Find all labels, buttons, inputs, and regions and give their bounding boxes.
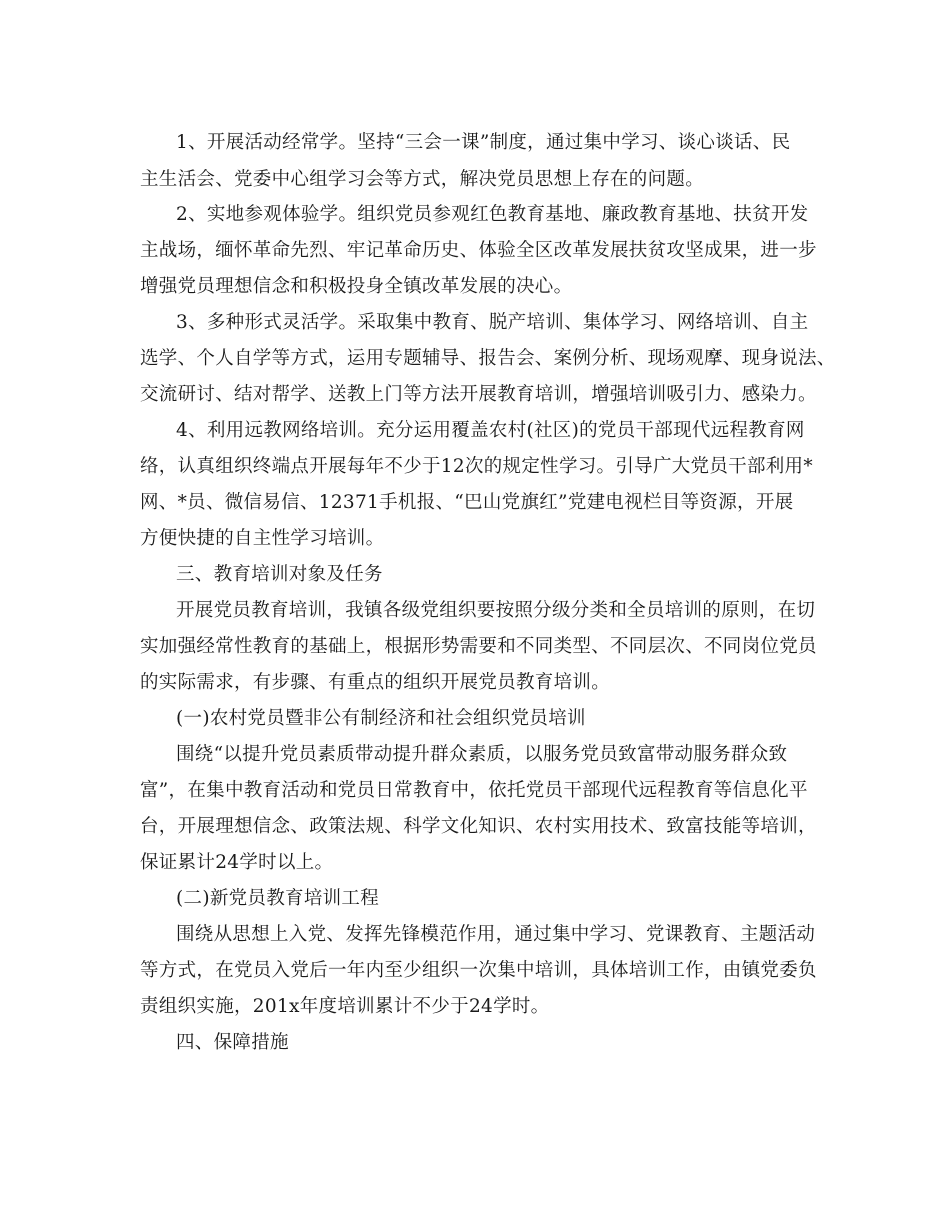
paragraph-line: 台，开展理想信念、政策法规、科学文化知识、农村实用技术、致富技能等培训， xyxy=(140,816,817,837)
paragraph-line: 络，认真组织终端点开展每年不少于12次的规定性学习。引导广大党员干部利用* xyxy=(140,456,813,477)
paragraph-line: 围绕从思想上入党、发挥先锋模范作用，通过集中学习、党课教育、主题活动 xyxy=(176,924,816,945)
paragraph-line: 责组织实施，201x年度培训累计不少于24学时。 xyxy=(140,996,550,1017)
paragraph-line: 1、开展活动经常学。坚持“三会一课”制度，通过集中学习、谈心谈话、民 xyxy=(176,132,791,153)
paragraph-line: 围绕“以提升党员素质带动提升群众素质，以服务党员致富带动服务群众致 xyxy=(176,744,788,765)
paragraph-line: 增强党员理想信念和积极投身全镇改革发展的决心。 xyxy=(140,276,573,297)
subsection-heading: (一)农村党员暨非公有制经济和社会组织党员培训 xyxy=(176,708,586,729)
paragraph-line: 网、*员、微信易信、12371手机报、“巴山党旗红”党建电视栏目等资源，开展 xyxy=(140,492,794,513)
subsection-heading: (二)新党员教育培训工程 xyxy=(176,888,380,909)
paragraph-line: 富”，在集中教育活动和党员日常教育中，依托党员干部现代远程教育等信息化平 xyxy=(140,780,808,801)
paragraph-line: 交流研讨、结对帮学、送教上门等方法开展教育培训，增强培训吸引力、感染力。 xyxy=(140,384,817,405)
paragraph-line: 开展党员教育培训，我镇各级党组织要按照分级分类和全员培训的原则，在切 xyxy=(176,600,816,621)
paragraph-line: 2、实地参观体验学。组织党员参观红色教育基地、廉政教育基地、扶贫开发 xyxy=(176,204,809,225)
section-heading: 三、教育培训对象及任务 xyxy=(176,564,383,585)
paragraph-line: 的实际需求，有步骤、有重点的组织开展党员教育培训。 xyxy=(140,672,611,693)
paragraph-line: 主生活会、党委中心组学习会等方式，解决党员思想上存在的问题。 xyxy=(140,169,705,190)
paragraph-line: 等方式，在党员入党后一年内至少组织一次集中培训，具体培训工作，由镇党委负 xyxy=(140,960,817,981)
paragraph-line: 方便快捷的自主性学习培训。 xyxy=(140,528,385,549)
section-heading: 四、保障措施 xyxy=(176,1032,289,1053)
paragraph-line: 3、多种形式灵活学。采取集中教育、脱产培训、集体学习、网络培训、自主 xyxy=(176,312,809,333)
paragraph-line: 主战场，缅怀革命先烈、牢记革命历史、体验全区改革发展扶贫攻坚成果，进一步 xyxy=(140,240,817,261)
paragraph-line: 4、利用远教网络培训。充分运用覆盖农村(社区)的党员干部现代远程教育网 xyxy=(176,420,805,441)
paragraph-line: 实加强经常性教育的基础上，根据形势需要和不同类型、不同层次、不同岗位党员 xyxy=(140,636,817,657)
paragraph-line: 保证累计24学时以上。 xyxy=(140,852,334,873)
paragraph-line: 选学、个人自学等方式，运用专题辅导、报告会、案例分析、现场观摩、现身说法、 xyxy=(140,348,836,369)
